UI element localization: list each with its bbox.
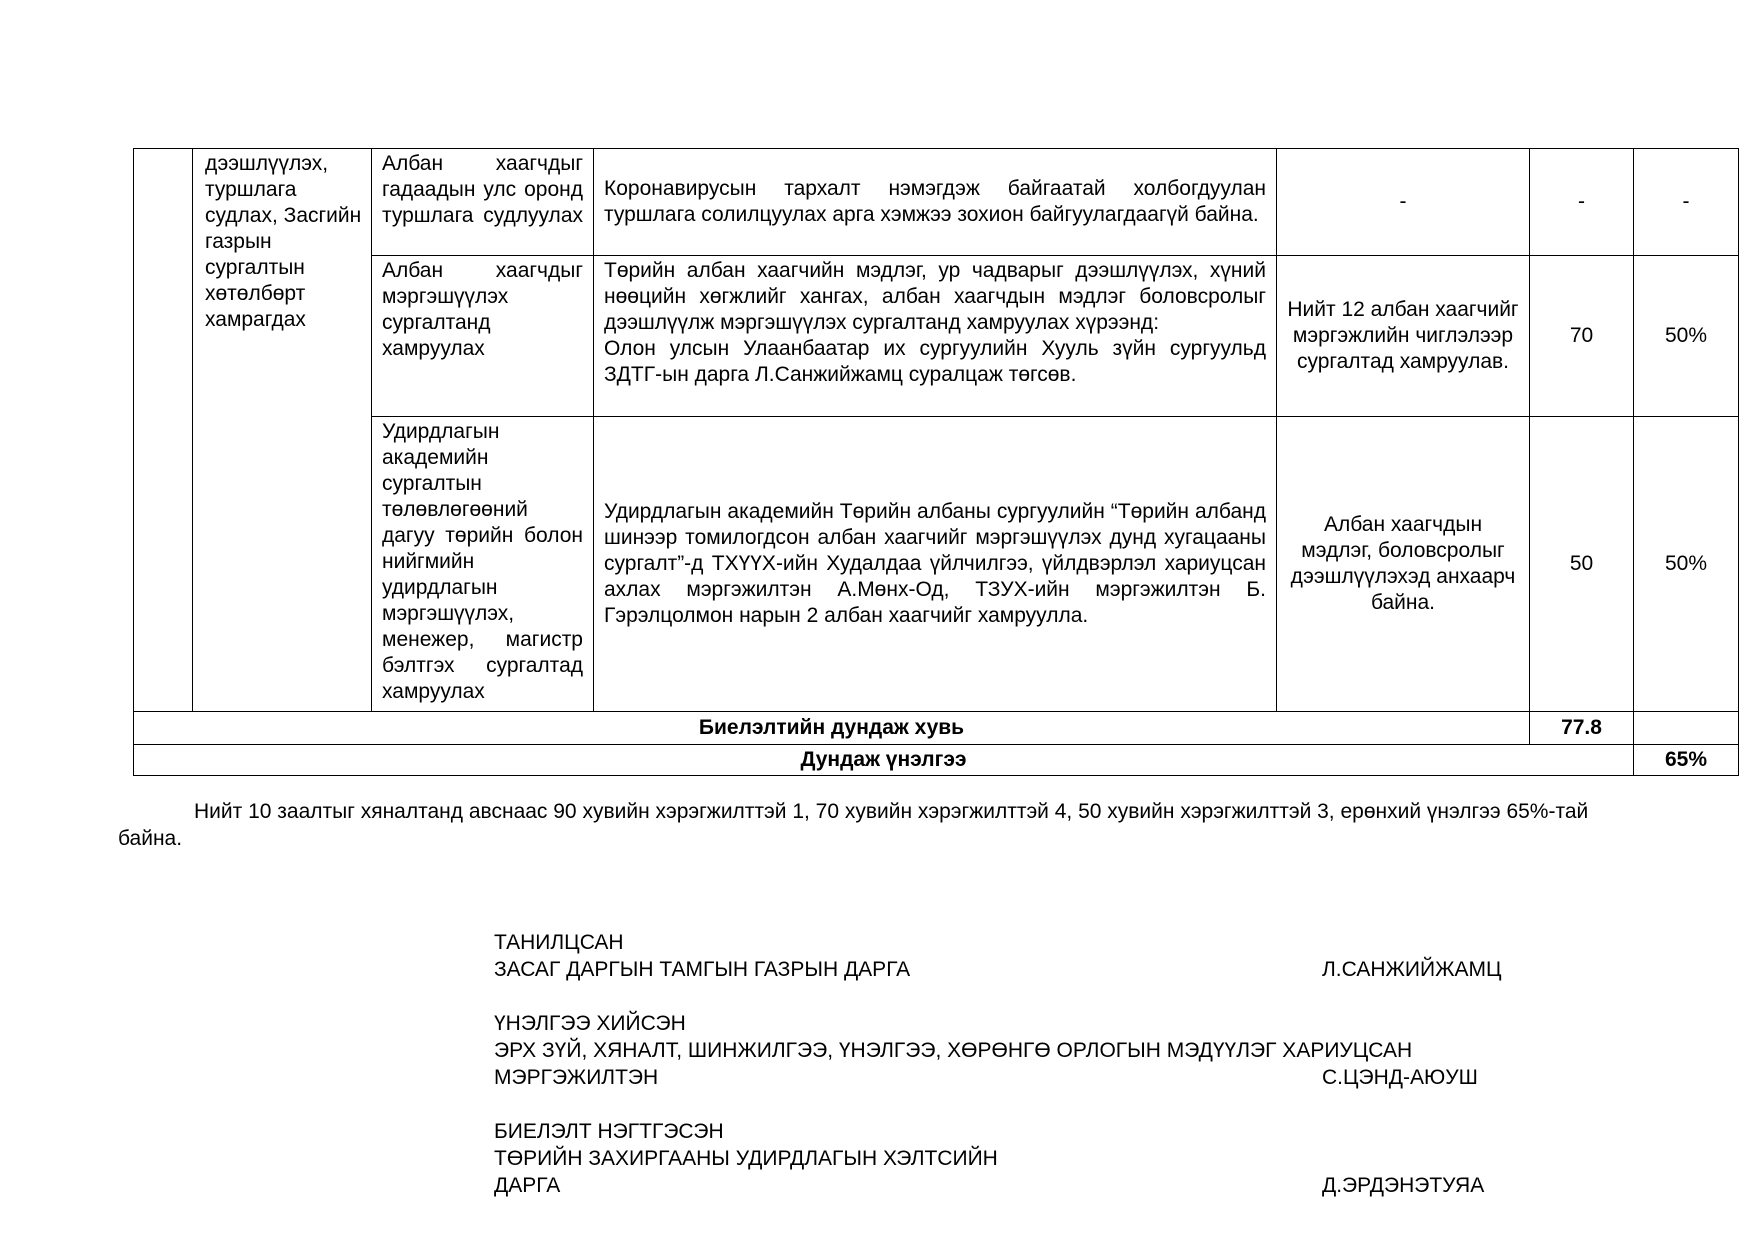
signature-role: ТӨРИЙН ЗАХИРГААНЫ УДИРДЛАГЫН ХЭЛТСИЙН: [494, 1147, 998, 1170]
signature-role: ЗАСАГ ДАРГЫН ТАМГЫН ГАЗРЫН ДАРГА: [494, 958, 911, 981]
score-cell: 50: [1530, 417, 1634, 712]
result-text-2: Олон улсын Улаанбаатар их сургуулийн Хууль зүйн сургуульд ЗДТГ-ын дарга Л.Санжийжамц суралцаж төгсөв.: [604, 337, 1266, 386]
activity-cell: Албан хаагчдыг мэргэшүүлэх сургалтанд хамруулах: [372, 256, 594, 417]
signature-role-2: МЭРГЭЖИЛТЭН: [494, 1066, 659, 1089]
signature-title: ТАНИЛЦСАН: [494, 931, 624, 954]
summary-paragraph: Нийт 10 заалтыг хяналтанд авснаас 90 хувийн хэрэгжилттэй 1, 70 хувийн хэрэгжилттэй 4, 50 хувийн хэрэгжилттэй 3, ерөнхий үнэлгээ 65%-тай байна.: [118, 800, 1589, 850]
signature-block-2: [494, 1010, 1594, 1091]
score-cell: -: [1530, 149, 1634, 256]
assessment-cell: Албан хаагчдын мэдлэг, боловсролыг дээшлүүлэхэд анхаарч байна.: [1277, 417, 1530, 712]
signature-block-1: [494, 929, 1594, 983]
signature-title: ҮНЭЛГЭЭ ХИЙСЭН: [494, 1012, 686, 1035]
signature-name: С.ЦЭНД-АЮУШ: [1322, 1066, 1478, 1089]
total-label: Дундаж үнэлгээ: [134, 745, 1634, 776]
goal-cell: дээшлүүлэх, туршлага судлах, Засгийн газрын сургалтын хөтөлбөрт хамрагдах: [193, 149, 372, 712]
signature-name: Л.САНЖИЙЖАМЦ: [1322, 958, 1502, 981]
score-cell: 70: [1530, 256, 1634, 417]
result-cell: Удирдлагын академийн Төрийн албаны сургуулийн “Төрийн албанд шинээр томилогдсон албан хаагчийг мэргэшүүлэх дунд хугацааны сургалт”-д ТХҮҮХ-ийн Худалдаа үйлчилгээ, үйлдвэрлэл хариуцсан ахлах мэргэжилтэн А.Мөнх-Од, ТЗУХ-ийн мэргэжилтэн Б. Гэрэлцолмон нарын 2 албан хаагчийг хамруулла.: [594, 417, 1277, 712]
average-label: Биелэлтийн дундаж хувь: [134, 712, 1530, 745]
total-value: 65%: [1634, 745, 1739, 776]
signature-title: БИЕЛЭЛТ НЭГТГЭСЭН: [494, 1120, 724, 1143]
signature-role-2: ДАРГА: [494, 1174, 561, 1197]
number-cell: [134, 149, 193, 712]
percent-cell: 50%: [1634, 417, 1739, 712]
assessment-cell: Нийт 12 албан хаагчийг мэргэжлийн чиглэлээр сургалтад хамруулав.: [1277, 256, 1530, 417]
activity-cell: Удирдлагын академийн сургалтын төлөвлөгөөний дагуу төрийн болон нийгмийн удирдлагын мэргэшүүлэх, менежер, магистр бэлтгэх сургалтад хамруулах: [372, 417, 594, 712]
average-empty: [1634, 712, 1739, 745]
result-text: Төрийн албан хаагчийн мэдлэг, ур чадварыг дээшлүүлэх, хүний нөөцийн хөгжлийг хангах, албан хаагчдын мэдлэг боловсролыг дээшлүүлж мэргэшүүлэх сургалтанд хамруулах хүрээнд:: [604, 259, 1266, 334]
signature-role: ЭРХ ЗҮЙ, ХЯНАЛТ, ШИНЖИЛГЭЭ, ҮНЭЛГЭЭ, ХӨРӨНГӨ ОРЛОГЫН МЭДҮҮЛЭГ ХАРИУЦСАН: [494, 1039, 1413, 1062]
average-value: 77.8: [1530, 712, 1634, 745]
signature-block-3: [494, 1118, 1594, 1199]
percent-cell: 50%: [1634, 256, 1739, 417]
result-cell: Коронавирусын тархалт нэмэгдэж байгаатай холбогдуулан туршлага солилцуулах арга хэмжээ зохион байгуулагдаагүй байна.: [594, 149, 1277, 256]
assessment-table: [133, 148, 1739, 776]
activity-cell: Албан хаагчдыг гадаадын улс оронд туршлага судлуулах: [372, 149, 594, 256]
percent-cell: -: [1634, 149, 1739, 256]
result-cell: [594, 256, 1277, 417]
signature-name: Д.ЭРДЭНЭТУЯА: [1322, 1174, 1485, 1197]
assessment-cell: -: [1277, 149, 1530, 256]
